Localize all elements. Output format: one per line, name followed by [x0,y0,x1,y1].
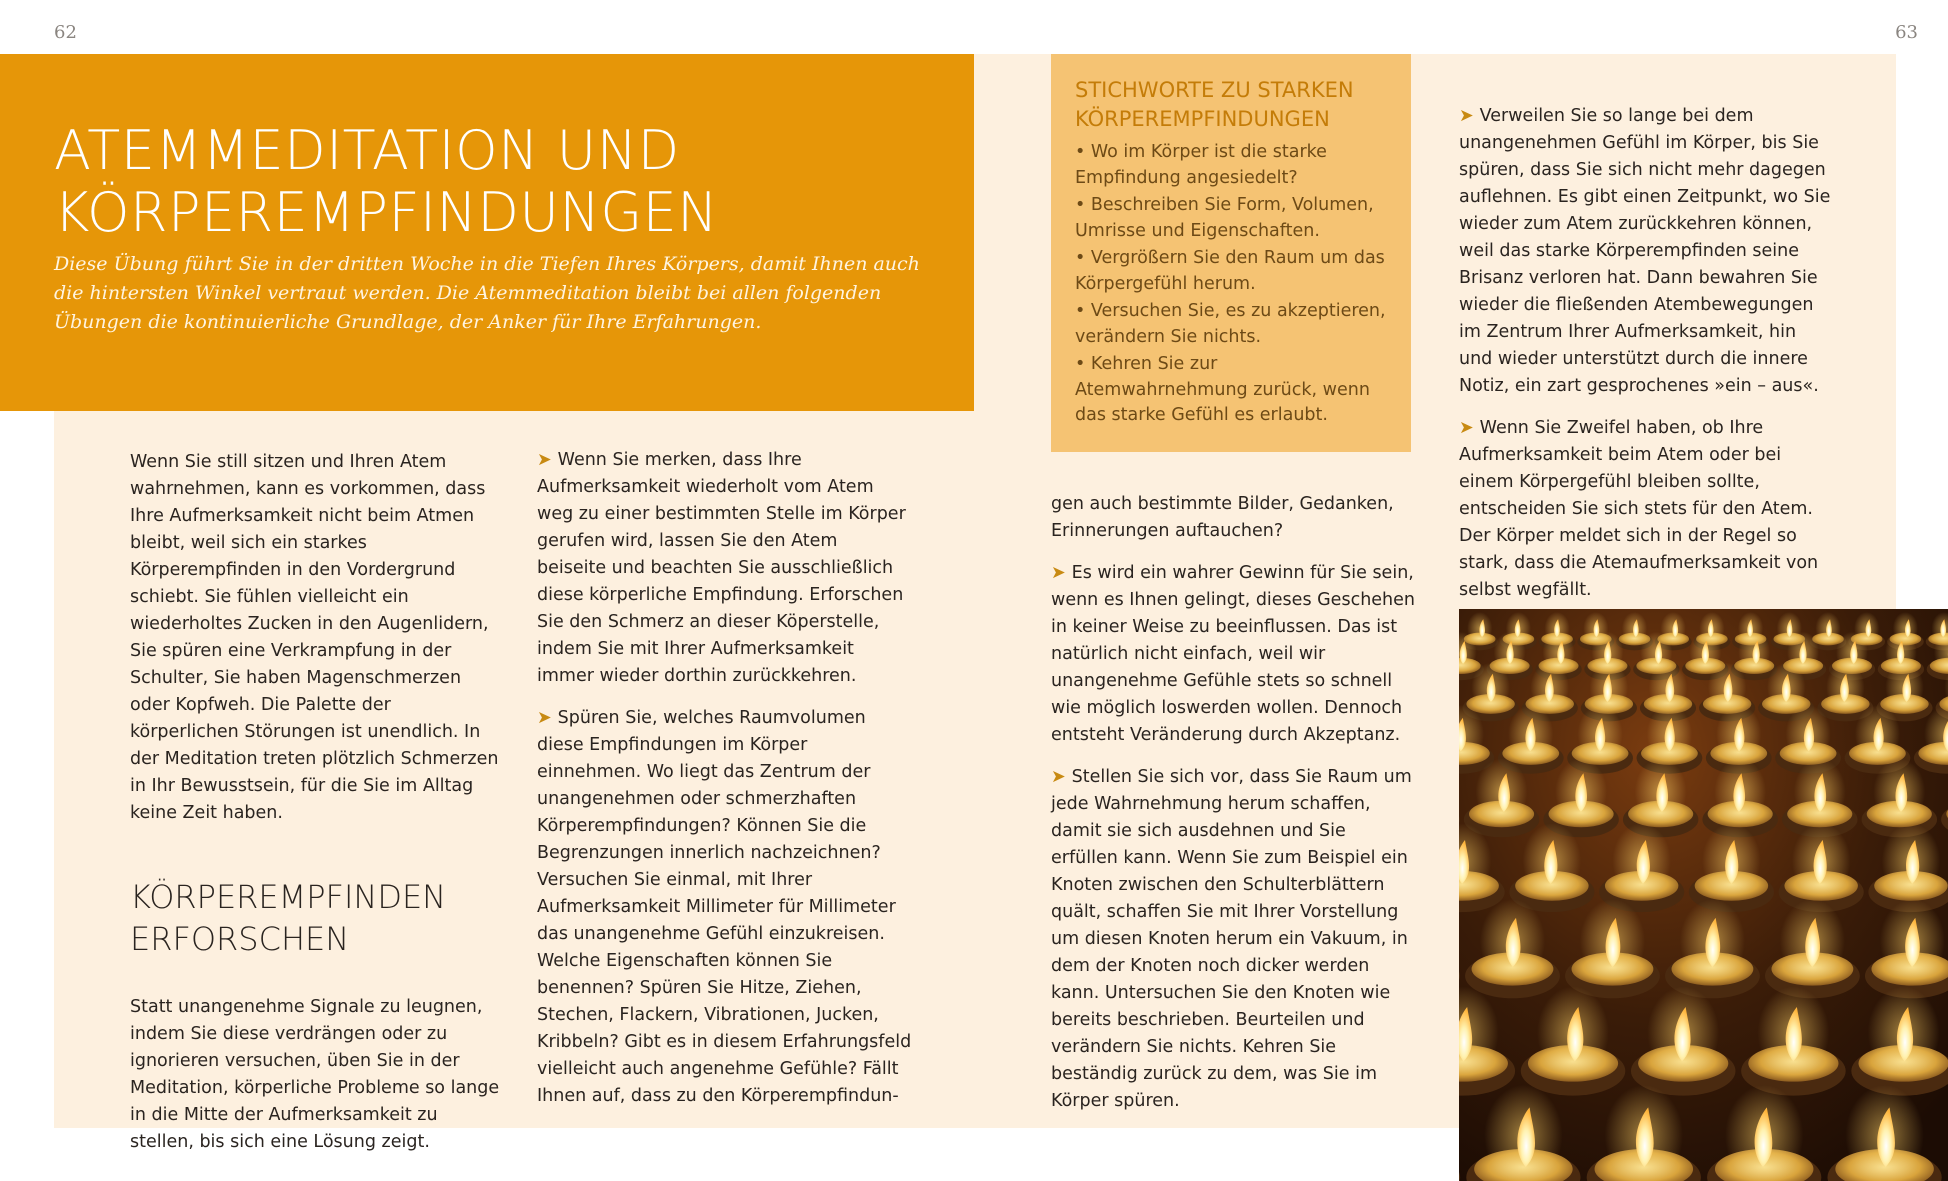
bullet-paragraph [1459,103,1834,400]
text-column-4 [1459,103,1834,619]
chapter-intro: Diese Übung führt Sie in der dritten Woche in die Tiefen Ihres Körpers, damit Ihnen auch die hintersten Winkel vertraut werden. Die Atemmeditation bleibt bei allen folgenden Übungen die kontinuierliche Grundlage, der Anker für Ihre Erfahrungen. [54,253,920,333]
arrow-icon: ➤ [1459,418,1474,438]
paragraph-text: Wenn Sie merken, dass Ihre Aufmerksamkeit wiederholt vom Atem weg zu einer bestimmten Stelle im Körper gerufen wird, lassen Sie den Atem beiseite und beachten Sie ausschließlich diese körperliche Empfindung. Erforschen Sie den Schmerz an dieser Köperstelle, indem Sie mit Ihrer Aufmerksamkeit immer wieder dorthin zurückkehren. [537,450,906,686]
chapter-title-line-2: KÖRPEREMPFINDUNGEN [54,181,719,244]
list-item: • Kehren Sie zur Atemwahrnehmung zurück, wenn das starke Gefühl es erlaubt. [1075,354,1370,425]
paragraph-text: Stellen Sie sich vor, dass Sie Raum um jede Wahrnehmung herum schaffen, damit sie sich ausdehnen und Sie erfüllen kann. Wenn Sie zum Beispiel ein Knoten zwischen den Schulterblättern quält, schaffen Sie mit Ihrer Vorstellung um diesen Knoten herum ein Vakuum, in dem der Knoten noch dicker werden kann. Untersuchen Sie den Knoten wie bereits beschrieben. Beurteilen und verändern Sie nichts. Kehren Sie beständig zurück zu dem, was Sie im Körper spüren. [1051,767,1412,1111]
keywords-box [1051,54,1411,452]
bullet-paragraph [1459,415,1834,604]
paragraph-text: Spüren Sie, welches Raumvolumen diese Empfindungen im Körper einnehmen. Wo liegt das Zentrum der unangenehmen oder schmerzhaften Körperempfindungen? Können Sie die Begrenzungen innerlich nachzeichnen? Versuchen Sie einmal, mit Ihrer Aufmerksamkeit Millimeter für Millimeter das unangenehme Gefühl einzukreisen. Welche Eigenschaften können Sie benennen? Spüren Sie Hitze, Ziehen, Stechen, Flackern, Vibrationen, Jucken, Kribbeln? Gibt es in diesem Erfahrungsfeld vielleicht auch angenehme Gefühle? Fällt Ihnen auf, dass zu den Körperempfindun- [537,708,912,1106]
page-number-right: 63 [1895,22,1918,43]
candles-photo-graphic [1459,609,1948,1181]
paragraph: gen auch bestimmte Bilder, Gedanken, Erinnerungen auftauchen? [1051,494,1394,541]
bullet-paragraph [1051,560,1416,749]
keywords-box-title [1075,76,1389,134]
section-heading-line-2: ERFORSCHEN [130,920,350,958]
text-column-2 [537,447,912,1125]
chapter-header [0,54,974,411]
arrow-icon: ➤ [537,708,552,728]
paragraph: Statt unangenehme Signale zu leugnen, indem Sie diese verdrängen oder zu ignorieren versuchen, üben Sie in der Meditation, körperliche Probleme so lange in die Mitte der Aufmerksamkeit zu stellen, bis sich eine Lösung zeigt. [130,997,500,1152]
arrow-icon: ➤ [1051,563,1066,583]
bullet-paragraph [537,705,912,1110]
list-item: • Versuchen Sie, es zu akzeptieren, verändern Sie nichts. [1075,301,1386,347]
list-item: • Wo im Körper ist die starke Empfindung angesiedelt? [1075,142,1327,188]
list-item: • Beschreiben Sie Form, Volumen, Umrisse und Eigenschaften. [1075,195,1374,241]
paragraph: Wenn Sie still sitzen und Ihren Atem wahrnehmen, kann es vorkommen, dass Ihre Aufmerksamkeit nicht beim Atmen bleibt, weil sich ein starkes Körperempfinden in den Vordergrund schiebt. Sie fühlen vielleicht ein wiederholtes Zucken in den Augenlidern, Sie spüren eine Verkrampfung in der Schulter, Sie haben Magenschmerzen oder Kopfweh. Die Palette der körperlichen Störungen ist unendlich. In der Meditation treten plötzlich Schmerzen in Ihr Bewusstsein, für die Sie im Alltag keine Zeit haben. [130,452,499,823]
chapter-title [54,120,718,244]
section-heading-line-1: KÖRPEREMPFINDEN [130,878,447,916]
text-column-3 [1051,491,1416,1130]
arrow-icon: ➤ [1459,106,1474,126]
arrow-icon: ➤ [537,450,552,470]
keywords-box-title-line-2: KÖRPEREMPFINDUNGEN [1075,107,1330,131]
bullet-paragraph [537,447,912,690]
page-number-left: 62 [54,22,77,43]
candles-photo [1459,609,1948,1181]
text-column-1 [130,449,500,1171]
bullet-paragraph [1051,764,1416,1115]
paragraph-text: Es wird ein wahrer Gewinn für Sie sein, wenn es Ihnen gelingt, dieses Geschehen in keiner Weise zu beeinflussen. Das ist natürlich nicht einfach, weil wir unangenehme Gefühle stets so schnell wie möglich loswerden wollen. Dennoch entsteht Veränderung durch Akzeptanz. [1051,563,1415,745]
paragraph-text: Wenn Sie Zweifel haben, ob Ihre Aufmerksamkeit beim Atem oder bei einem Körpergefühl bleiben sollte, entscheiden Sie sich stets für den Atem. Der Körper meldet sich in der Regel so stark, dass die Atemaufmerksamkeit von selbst wegfällt. [1459,418,1819,600]
arrow-icon: ➤ [1051,767,1066,787]
section-heading [130,876,500,960]
keywords-box-title-line-1: STICHWORTE ZU STARKEN [1075,78,1354,102]
keywords-list [1075,140,1389,429]
paragraph-text: Verweilen Sie so lange bei dem unangenehmen Gefühl im Körper, bis Sie spüren, dass Sie sich nicht mehr dagegen auflehnen. Es gibt einen Zeitpunkt, wo Sie wieder zum Atem zurückkehren können, weil das starke Körperempfinden seine Brisanz verloren hat. Dann bewahren Sie wieder die fließenden Atembewegungen im Zentrum Ihrer Aufmerksamkeit, hin und wieder unterstützt durch die innere Notiz, ein zart gesprochenes »ein – aus«. [1459,106,1831,396]
list-item: • Vergrößern Sie den Raum um das Körpergefühl herum. [1075,248,1385,294]
chapter-title-line-1: ATEMMEDITATION UND [54,119,680,182]
